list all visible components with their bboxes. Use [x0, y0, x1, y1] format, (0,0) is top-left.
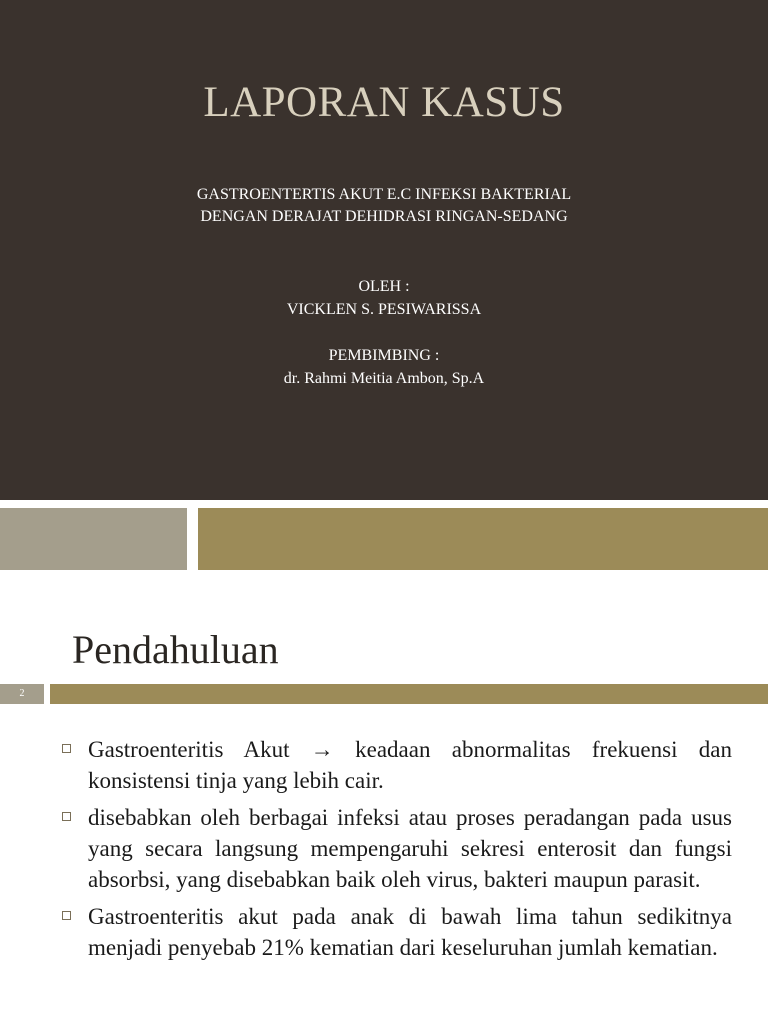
- square-bullet-icon: [62, 911, 71, 920]
- author-name: VICKLEN S. PESIWARISSA: [286, 301, 482, 318]
- subtitle-line-2: DENGAN DERAJAT DEHIDRASI RINGAN-SEDANG: [200, 208, 568, 225]
- slide-divider: [0, 576, 768, 586]
- bullet-item: [60, 734, 732, 796]
- supervisor-name: dr. Rahmi Meitia Ambon, Sp.A: [283, 370, 485, 387]
- decorative-band-olive: [50, 684, 768, 704]
- bullet-list: [60, 734, 732, 969]
- square-bullet-icon: [62, 744, 71, 753]
- content-slide: [0, 586, 768, 1024]
- subtitle-line-1: GASTROENTERTIS AKUT E.C INFEKSI BAKTERIAL: [196, 186, 572, 203]
- decorative-band-olive: [198, 508, 768, 570]
- author-label: OLEH :: [358, 278, 410, 295]
- square-bullet-icon: [62, 812, 71, 821]
- bullet-text: Gastroenteritis akut pada anak di bawah lima tahun sedikitnya menjadi penyebab 21% kematian dari keseluruhan jumlah kematian.: [88, 904, 732, 960]
- bullet-text: disebabkan oleh berbagai infeksi atau proses peradangan pada usus yang secara langsung mempengaruhi sekresi enterosit dan fungsi absorbsi, yang disebabkan baik oleh virus, bakteri maupun parasit.: [88, 805, 732, 892]
- decorative-band-gray: [0, 508, 187, 570]
- supervisor-label: PEMBIMBING :: [328, 347, 440, 364]
- bullet-item: [60, 802, 732, 895]
- slide-title: Pendahuluan: [72, 627, 279, 672]
- bullet-item: [60, 901, 732, 963]
- title-slide-header: [0, 0, 768, 500]
- slide-number: 2: [0, 684, 44, 704]
- bullet-text: Gastroenteritis Akut → keadaan abnormalitas frekuensi dan konsistensi tinja yang lebih cair.: [88, 737, 732, 793]
- slide-title: LAPORAN KASUS: [203, 79, 565, 126]
